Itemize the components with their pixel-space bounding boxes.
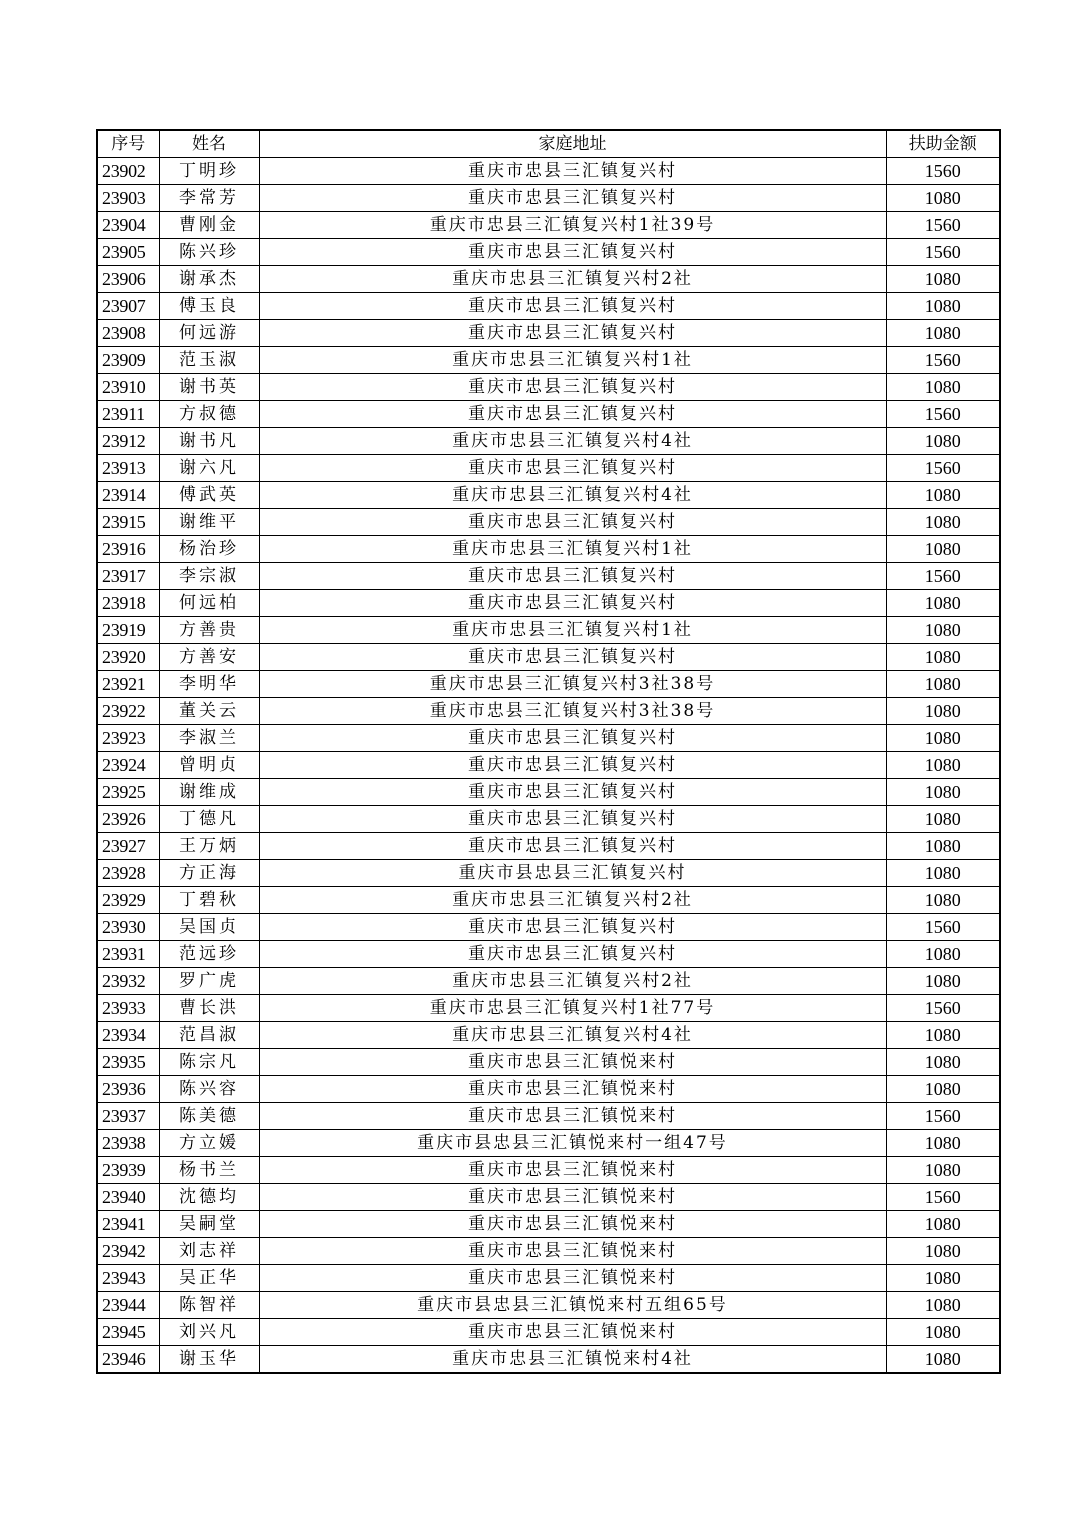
header-subsidy-amount: 扶助金额: [886, 130, 1000, 158]
cell-home-address: 重庆市忠县三汇镇悦来村: [259, 1157, 886, 1184]
cell-subsidy-amount: 1560: [886, 995, 1000, 1022]
cell-name: 傅武英: [159, 482, 259, 509]
table-row: [97, 1292, 1000, 1319]
table-row: [97, 1238, 1000, 1265]
table-row: [97, 941, 1000, 968]
cell-name: 杨书兰: [159, 1157, 259, 1184]
table-row: [97, 563, 1000, 590]
cell-subsidy-amount: 1080: [886, 509, 1000, 536]
cell-home-address: 重庆市忠县三汇镇复兴村1社: [259, 617, 886, 644]
cell-home-address: 重庆市忠县三汇镇复兴村3社38号: [259, 698, 886, 725]
cell-serial-number: 23910: [97, 374, 159, 401]
table-row: [97, 536, 1000, 563]
table-body: [97, 158, 1000, 1374]
cell-subsidy-amount: 1560: [886, 563, 1000, 590]
cell-name: 方立媛: [159, 1130, 259, 1157]
cell-name: 陈智祥: [159, 1292, 259, 1319]
cell-name: 董关云: [159, 698, 259, 725]
cell-name: 陈宗凡: [159, 1049, 259, 1076]
cell-subsidy-amount: 1080: [886, 1076, 1000, 1103]
table-row: [97, 347, 1000, 374]
cell-serial-number: 23918: [97, 590, 159, 617]
cell-serial-number: 23911: [97, 401, 159, 428]
cell-subsidy-amount: 1080: [886, 752, 1000, 779]
cell-home-address: 重庆市忠县三汇镇复兴村3社38号: [259, 671, 886, 698]
cell-home-address: 重庆市忠县三汇镇复兴村: [259, 401, 886, 428]
cell-name: 李淑兰: [159, 725, 259, 752]
cell-name: 谢书英: [159, 374, 259, 401]
cell-name: 谢六凡: [159, 455, 259, 482]
cell-name: 谢维平: [159, 509, 259, 536]
table-row: [97, 698, 1000, 725]
table-row: [97, 212, 1000, 239]
table-row: [97, 1265, 1000, 1292]
cell-serial-number: 23939: [97, 1157, 159, 1184]
cell-name: 刘志祥: [159, 1238, 259, 1265]
cell-serial-number: 23925: [97, 779, 159, 806]
cell-name: 丁德凡: [159, 806, 259, 833]
table-row: [97, 455, 1000, 482]
cell-subsidy-amount: 1080: [886, 617, 1000, 644]
table-row: [97, 158, 1000, 185]
cell-home-address: 重庆市忠县三汇镇复兴村1社: [259, 536, 886, 563]
cell-name: 曾明贞: [159, 752, 259, 779]
cell-serial-number: 23916: [97, 536, 159, 563]
cell-subsidy-amount: 1080: [886, 374, 1000, 401]
cell-home-address: 重庆市忠县三汇镇复兴村: [259, 185, 886, 212]
cell-serial-number: 23917: [97, 563, 159, 590]
cell-home-address: 重庆市忠县三汇镇复兴村: [259, 914, 886, 941]
cell-serial-number: 23909: [97, 347, 159, 374]
cell-subsidy-amount: 1080: [886, 833, 1000, 860]
cell-home-address: 重庆市忠县三汇镇复兴村: [259, 158, 886, 185]
header-name: 姓名: [159, 130, 259, 158]
cell-home-address: 重庆市忠县三汇镇复兴村: [259, 239, 886, 266]
cell-serial-number: 23931: [97, 941, 159, 968]
cell-subsidy-amount: 1080: [886, 887, 1000, 914]
cell-subsidy-amount: 1080: [886, 671, 1000, 698]
cell-serial-number: 23944: [97, 1292, 159, 1319]
header-row: [97, 130, 1000, 158]
cell-name: 丁明珍: [159, 158, 259, 185]
cell-subsidy-amount: 1080: [886, 320, 1000, 347]
cell-home-address: 重庆市忠县三汇镇复兴村: [259, 752, 886, 779]
table-row: [97, 1022, 1000, 1049]
cell-home-address: 重庆市忠县三汇镇悦来村: [259, 1238, 886, 1265]
cell-home-address: 重庆市忠县三汇镇复兴村: [259, 590, 886, 617]
cell-subsidy-amount: 1560: [886, 1184, 1000, 1211]
cell-subsidy-amount: 1080: [886, 806, 1000, 833]
cell-home-address: 重庆市忠县三汇镇复兴村: [259, 806, 886, 833]
table-row: [97, 887, 1000, 914]
cell-name: 方善贵: [159, 617, 259, 644]
table-row: [97, 1211, 1000, 1238]
cell-serial-number: 23903: [97, 185, 159, 212]
cell-home-address: 重庆市忠县三汇镇复兴村1社77号: [259, 995, 886, 1022]
cell-subsidy-amount: 1080: [886, 1157, 1000, 1184]
cell-subsidy-amount: 1080: [886, 1319, 1000, 1346]
cell-serial-number: 23926: [97, 806, 159, 833]
cell-home-address: 重庆市忠县三汇镇复兴村: [259, 725, 886, 752]
table-row: [97, 779, 1000, 806]
table-row: [97, 1103, 1000, 1130]
cell-home-address: 重庆市忠县三汇镇复兴村4社: [259, 482, 886, 509]
cell-home-address: 重庆市忠县三汇镇复兴村: [259, 455, 886, 482]
table-row: [97, 968, 1000, 995]
cell-subsidy-amount: 1560: [886, 158, 1000, 185]
cell-name: 李常芳: [159, 185, 259, 212]
cell-home-address: 重庆市忠县三汇镇复兴村: [259, 563, 886, 590]
table-row: [97, 509, 1000, 536]
cell-name: 何远柏: [159, 590, 259, 617]
cell-serial-number: 23904: [97, 212, 159, 239]
cell-subsidy-amount: 1560: [886, 239, 1000, 266]
cell-home-address: 重庆市忠县三汇镇悦来村: [259, 1211, 886, 1238]
cell-serial-number: 23943: [97, 1265, 159, 1292]
cell-home-address: 重庆市忠县三汇镇悦来村: [259, 1049, 886, 1076]
cell-serial-number: 23907: [97, 293, 159, 320]
table-row: [97, 725, 1000, 752]
cell-subsidy-amount: 1080: [886, 428, 1000, 455]
cell-subsidy-amount: 1080: [886, 698, 1000, 725]
table-row: [97, 1319, 1000, 1346]
cell-name: 陈美德: [159, 1103, 259, 1130]
cell-name: 沈德均: [159, 1184, 259, 1211]
cell-home-address: 重庆市忠县三汇镇悦来村4社: [259, 1346, 886, 1374]
cell-name: 方善安: [159, 644, 259, 671]
cell-serial-number: 23906: [97, 266, 159, 293]
table-row: [97, 1184, 1000, 1211]
table-row: [97, 1157, 1000, 1184]
table-row: [97, 266, 1000, 293]
table-row: [97, 239, 1000, 266]
table-row: [97, 185, 1000, 212]
table-header: [97, 130, 1000, 158]
cell-home-address: 重庆市县忠县三汇镇复兴村: [259, 860, 886, 887]
cell-subsidy-amount: 1560: [886, 455, 1000, 482]
cell-name: 吴正华: [159, 1265, 259, 1292]
cell-name: 曹长洪: [159, 995, 259, 1022]
cell-subsidy-amount: 1080: [886, 1238, 1000, 1265]
cell-serial-number: 23905: [97, 239, 159, 266]
cell-name: 曹刚金: [159, 212, 259, 239]
cell-subsidy-amount: 1080: [886, 1211, 1000, 1238]
cell-serial-number: 23937: [97, 1103, 159, 1130]
table-row: [97, 401, 1000, 428]
cell-serial-number: 23902: [97, 158, 159, 185]
cell-serial-number: 23935: [97, 1049, 159, 1076]
cell-name: 何远游: [159, 320, 259, 347]
table-row: [97, 1130, 1000, 1157]
cell-name: 陈兴容: [159, 1076, 259, 1103]
cell-subsidy-amount: 1080: [886, 860, 1000, 887]
cell-subsidy-amount: 1560: [886, 1103, 1000, 1130]
cell-subsidy-amount: 1080: [886, 293, 1000, 320]
cell-home-address: 重庆市忠县三汇镇悦来村: [259, 1265, 886, 1292]
cell-serial-number: 23932: [97, 968, 159, 995]
cell-home-address: 重庆市忠县三汇镇复兴村: [259, 320, 886, 347]
cell-name: 方正海: [159, 860, 259, 887]
cell-subsidy-amount: 1560: [886, 212, 1000, 239]
cell-serial-number: 23936: [97, 1076, 159, 1103]
table-row: [97, 806, 1000, 833]
cell-home-address: 重庆市忠县三汇镇复兴村4社: [259, 1022, 886, 1049]
cell-serial-number: 23934: [97, 1022, 159, 1049]
cell-serial-number: 23922: [97, 698, 159, 725]
cell-name: 谢书凡: [159, 428, 259, 455]
cell-home-address: 重庆市忠县三汇镇悦来村: [259, 1076, 886, 1103]
cell-subsidy-amount: 1080: [886, 1022, 1000, 1049]
cell-home-address: 重庆市忠县三汇镇复兴村: [259, 779, 886, 806]
table-row: [97, 752, 1000, 779]
cell-subsidy-amount: 1560: [886, 914, 1000, 941]
cell-home-address: 重庆市忠县三汇镇复兴村2社: [259, 887, 886, 914]
cell-home-address: 重庆市忠县三汇镇复兴村1社: [259, 347, 886, 374]
cell-serial-number: 23919: [97, 617, 159, 644]
cell-serial-number: 23915: [97, 509, 159, 536]
cell-home-address: 重庆市忠县三汇镇悦来村: [259, 1319, 886, 1346]
cell-name: 谢承杰: [159, 266, 259, 293]
cell-serial-number: 23924: [97, 752, 159, 779]
cell-serial-number: 23946: [97, 1346, 159, 1374]
cell-serial-number: 23942: [97, 1238, 159, 1265]
cell-serial-number: 23928: [97, 860, 159, 887]
header-home-address: 家庭地址: [259, 130, 886, 158]
cell-home-address: 重庆市忠县三汇镇复兴村: [259, 293, 886, 320]
cell-name: 李宗淑: [159, 563, 259, 590]
cell-subsidy-amount: 1080: [886, 941, 1000, 968]
cell-home-address: 重庆市忠县三汇镇悦来村: [259, 1184, 886, 1211]
cell-subsidy-amount: 1080: [886, 266, 1000, 293]
table-row: [97, 914, 1000, 941]
cell-subsidy-amount: 1080: [886, 968, 1000, 995]
table-row: [97, 617, 1000, 644]
cell-name: 刘兴凡: [159, 1319, 259, 1346]
table-row: [97, 590, 1000, 617]
cell-subsidy-amount: 1080: [886, 185, 1000, 212]
cell-home-address: 重庆市县忠县三汇镇悦来村一组47号: [259, 1130, 886, 1157]
cell-serial-number: 23933: [97, 995, 159, 1022]
cell-subsidy-amount: 1080: [886, 1292, 1000, 1319]
subsidy-roster-table: [96, 129, 1001, 1374]
cell-serial-number: 23929: [97, 887, 159, 914]
cell-home-address: 重庆市忠县三汇镇复兴村: [259, 509, 886, 536]
cell-home-address: 重庆市忠县三汇镇复兴村4社: [259, 428, 886, 455]
table-row: [97, 1049, 1000, 1076]
cell-home-address: 重庆市忠县三汇镇复兴村2社: [259, 968, 886, 995]
cell-home-address: 重庆市忠县三汇镇复兴村: [259, 833, 886, 860]
cell-subsidy-amount: 1080: [886, 590, 1000, 617]
cell-subsidy-amount: 1080: [886, 1346, 1000, 1374]
cell-serial-number: 23920: [97, 644, 159, 671]
cell-subsidy-amount: 1560: [886, 401, 1000, 428]
cell-name: 范远珍: [159, 941, 259, 968]
table-row: [97, 995, 1000, 1022]
cell-serial-number: 23940: [97, 1184, 159, 1211]
cell-home-address: 重庆市忠县三汇镇复兴村: [259, 644, 886, 671]
table-row: [97, 428, 1000, 455]
cell-subsidy-amount: 1080: [886, 725, 1000, 752]
cell-subsidy-amount: 1080: [886, 482, 1000, 509]
cell-name: 谢玉华: [159, 1346, 259, 1374]
cell-name: 傅玉良: [159, 293, 259, 320]
cell-name: 谢维成: [159, 779, 259, 806]
cell-subsidy-amount: 1080: [886, 1265, 1000, 1292]
cell-subsidy-amount: 1080: [886, 644, 1000, 671]
table-row: [97, 1076, 1000, 1103]
cell-subsidy-amount: 1080: [886, 779, 1000, 806]
header-serial-number: 序号: [97, 130, 159, 158]
table-row: [97, 833, 1000, 860]
table-row: [97, 293, 1000, 320]
cell-name: 范玉淑: [159, 347, 259, 374]
cell-home-address: 重庆市县忠县三汇镇悦来村五组65号: [259, 1292, 886, 1319]
cell-name: 方叔德: [159, 401, 259, 428]
cell-subsidy-amount: 1080: [886, 536, 1000, 563]
table-row: [97, 320, 1000, 347]
table-row: [97, 482, 1000, 509]
cell-home-address: 重庆市忠县三汇镇复兴村2社: [259, 266, 886, 293]
cell-serial-number: 23914: [97, 482, 159, 509]
table-row: [97, 1346, 1000, 1374]
cell-subsidy-amount: 1080: [886, 1130, 1000, 1157]
cell-name: 王万炳: [159, 833, 259, 860]
cell-name: 罗广虎: [159, 968, 259, 995]
table-row: [97, 644, 1000, 671]
cell-name: 吴嗣堂: [159, 1211, 259, 1238]
cell-serial-number: 23941: [97, 1211, 159, 1238]
cell-serial-number: 23912: [97, 428, 159, 455]
cell-serial-number: 23927: [97, 833, 159, 860]
cell-name: 李明华: [159, 671, 259, 698]
cell-serial-number: 23921: [97, 671, 159, 698]
cell-serial-number: 23923: [97, 725, 159, 752]
table-row: [97, 671, 1000, 698]
cell-home-address: 重庆市忠县三汇镇悦来村: [259, 1103, 886, 1130]
cell-serial-number: 23930: [97, 914, 159, 941]
cell-serial-number: 23913: [97, 455, 159, 482]
cell-home-address: 重庆市忠县三汇镇复兴村1社39号: [259, 212, 886, 239]
cell-home-address: 重庆市忠县三汇镇复兴村: [259, 941, 886, 968]
cell-name: 丁碧秋: [159, 887, 259, 914]
table-row: [97, 374, 1000, 401]
cell-subsidy-amount: 1080: [886, 1049, 1000, 1076]
cell-name: 杨治珍: [159, 536, 259, 563]
cell-serial-number: 23945: [97, 1319, 159, 1346]
cell-name: 范昌淑: [159, 1022, 259, 1049]
cell-name: 吴国贞: [159, 914, 259, 941]
cell-serial-number: 23938: [97, 1130, 159, 1157]
table-row: [97, 860, 1000, 887]
cell-subsidy-amount: 1560: [886, 347, 1000, 374]
cell-name: 陈兴珍: [159, 239, 259, 266]
cell-serial-number: 23908: [97, 320, 159, 347]
cell-home-address: 重庆市忠县三汇镇复兴村: [259, 374, 886, 401]
